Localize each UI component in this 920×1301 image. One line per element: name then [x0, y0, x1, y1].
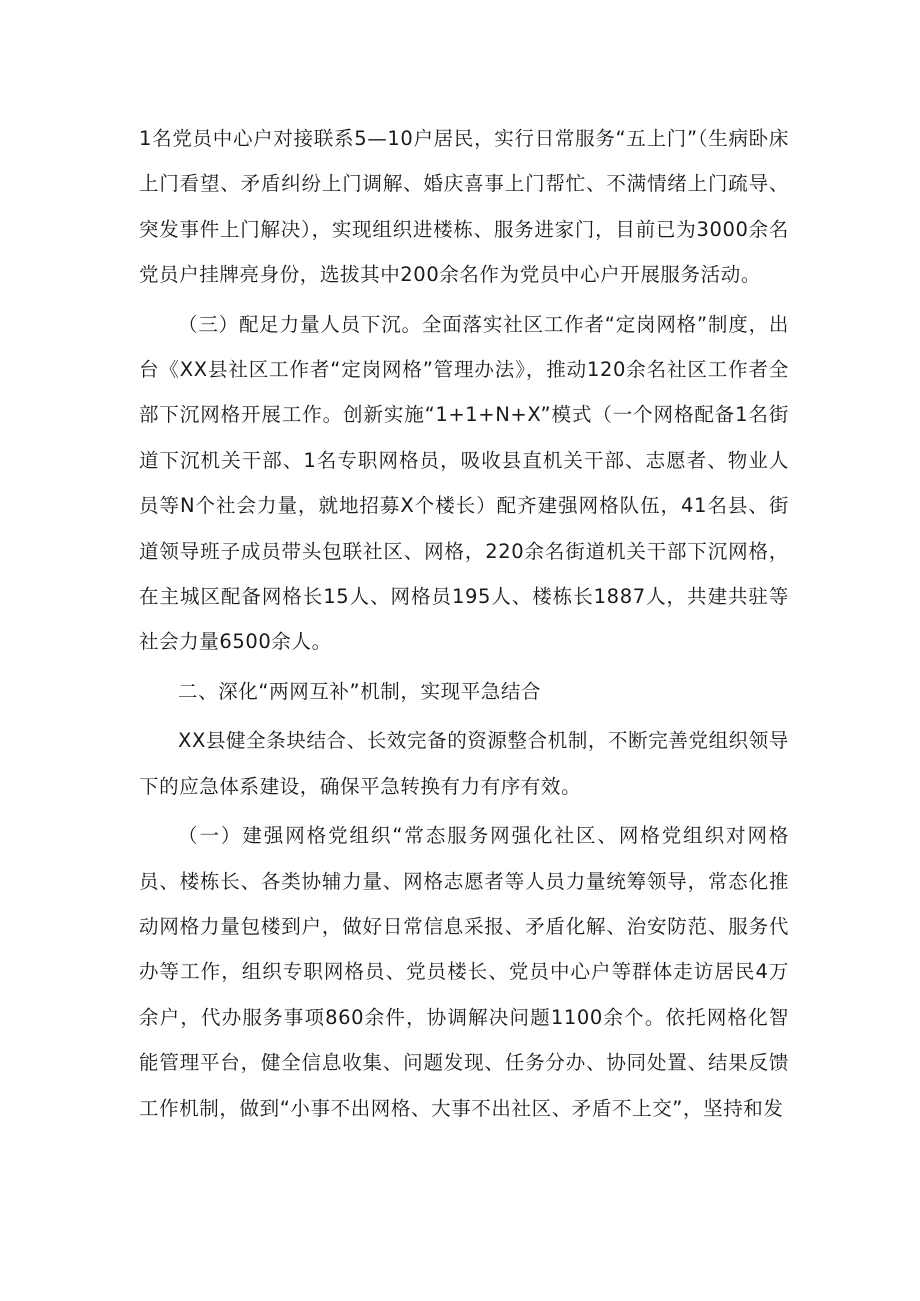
document-body	[139, 116, 789, 1135]
paragraph-resource-integration: XX县健全条块结合、长效完备的资源整合机制，不断完善党组织领导下的应急体系建设，确保平急转换有力有序有效。	[139, 729, 789, 798]
paragraph-grid-staff-deployment: （三）配足力量人员下沉。全面落实社区工作者“定岗网格”制度，出台《XX县社区工作者“定岗网格”管理办法》，推动120余名社区工作者全部下沉网格开展工作。创新实施“1+1+N+X”模式（一个网格配备1名街道下沉机关干部、1名专职网格员，吸收县直机关干部、志愿者、物业人员等N个社会力量，就地招募X个楼长）配齐建强网格队伍，41名县、街道领导班子成员带头包联社区、网格，220余名街道机关干部下沉网格，在主城区配备网格长15人、网格员195人、楼栋长1887人，共建共驻等社会力量6500余人。	[139, 312, 789, 654]
paragraph-party-household-service: 1名党员中心户对接联系5—10户居民，实行日常服务“五上门”（生病卧床上门看望、矛盾纠纷上门调解、婚庆喜事上门帮忙、不满情绪上门疏导、突发事件上门解决），实现组织进楼栋、服务进家门，目前已为3000余名党员户挂牌亮身份，选拔其中200余名作为党员中心户开展服务活动。	[139, 127, 789, 287]
paragraph-grid-party-organization: （一）建强网格党组织“常态服务网强化社区、网格党组织对网格员、楼栋长、各类协辅力量、网格志愿者等人员力量统筹领导，常态化推动网格力量包楼到户，做好日常信息采报、矛盾化解、治安防范、服务代办等工作，组织专职网格员、党员楼长、党员中心户等群体走访居民4万余户，代办服务事项860余件，协调解决问题1100余个。依托网格化智能管理平台，健全信息收集、问题发现、任务分办、协同处置、结果反馈工作机制，做到“小事不出网格、大事不出社区、矛盾不上交”，坚持和发	[139, 824, 789, 1120]
section-heading-two-networks: 二、深化“两网互补”机制，实现平急结合	[178, 679, 542, 703]
